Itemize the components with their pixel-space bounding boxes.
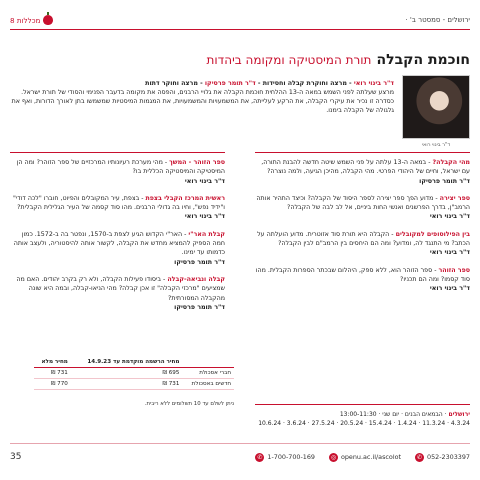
table-cell: 731 ₪ [34, 368, 71, 379]
price-note: ניתן לשלם עד 10 תשלומים ללא ריבית. [144, 401, 234, 407]
table-cell: חברי אסכולת [182, 368, 234, 379]
apple-logo-icon [43, 15, 53, 25]
schedule-dates: 10.6.24 · 3.6.24 · 27.5.24 · 20.5.24 · 15.4.24 · 1.4.24 · 11.3.24 · 4.3.24 [258, 420, 470, 427]
lectures-column-left [10, 158, 225, 320]
intro-body: מרצע שעלתה לפני השמש במאה ה-13 ההלחית חוכמת הקבלה את גלויי הרבנים, והפסה את מקומה בדעבר הפנימי והסודי של תורת ישראל. כסדרה זו נכיר את עיקרי הקבלה, את הרקע לעלייתה, את המשמעויות והמשמעויות, את המגמות המיסטיות שמשמשו בתן לאורך הדורות, ואף את גלגולה של הקבלה בימנו. [11, 89, 394, 114]
lecture-item [255, 194, 470, 222]
lecture-item [10, 194, 225, 222]
brand[interactable] [10, 15, 53, 25]
course-intro [10, 79, 394, 115]
lecture-lecturer: ד"ר בינוי רואי [429, 285, 470, 293]
lecture-desc: - ספר הזוהר הוא, ללא ספק, היהלום שבכתר הספרות הקבלית. מהו סוד קסמו? ומה הם תכניו? [255, 266, 470, 283]
lecture-lecturer: ד"ר בינוי רואי [184, 213, 225, 221]
title-main: חוכמת הקבלה [376, 52, 470, 68]
lecture-item [255, 158, 470, 186]
lecture-item [255, 230, 470, 258]
phone-contact-a[interactable] [255, 453, 315, 462]
lecture-item [255, 266, 470, 294]
phone-b-label: 052-2303397 [427, 453, 470, 461]
lecture-title: קבלה ונביאה-קבלה [167, 275, 225, 283]
lecture-title: מהי הקבלה? [432, 159, 470, 166]
footer-divider [10, 443, 470, 444]
header-divider [10, 29, 470, 30]
table-row [34, 368, 234, 379]
lecture-title: ספר יצירה [439, 194, 470, 202]
lecturer-a-role: - מרצה וחוקרת קבלה וחסידות - [255, 80, 354, 87]
lecture-item [10, 158, 225, 186]
table-cell: 770 ₪ [34, 379, 71, 390]
lecture-desc: - האר"י הקדוש הגיע לצפת ב-1570, ונפטר בה ב-1572. כמון חמה הספיק להמציא מחדש את הקבלה, לקשור אותה להיסטוריה, ולעצב אותה כדמותו עד ימינו. [13, 230, 225, 257]
price-table [34, 357, 234, 390]
table-cell: 731 ₪ [71, 379, 183, 390]
photo-caption: ד"ר בינוי רואי [421, 142, 451, 148]
header-bar [10, 12, 470, 28]
phone-icon: ✆ [257, 453, 263, 461]
table-row [34, 379, 234, 390]
table-cell: חדשים באסכולת [182, 379, 234, 390]
lecture-lecturer: ד"ר תומר פרסיקו [419, 177, 470, 185]
contact-list [255, 453, 470, 462]
footer [10, 450, 470, 464]
lecture-lecturer: ד"ר בינוי רואי [184, 177, 225, 185]
website-label: openu.ac.il/ascolot [340, 453, 402, 461]
schedule-details: · הבמאים הבנים · יום שני · 13:00-11:30 [339, 411, 449, 418]
lecture-lecturer: ד"ר בינוי רואי [429, 213, 470, 221]
price-header-row [34, 357, 234, 368]
section-divider-left [10, 152, 225, 153]
lecture-desc: - ביסודו פעילות הקבלה, ולא רק בקרב יהודים. האם מה שמציעים "מרכזי הקבלה" זו אכן קבלה? מהי הניאו-קבלה, ובמה היא שונה מהקבלה המסורתית? [16, 275, 225, 302]
section-divider-right [255, 152, 470, 153]
section-path [405, 16, 470, 24]
page-number: 35 [10, 452, 22, 462]
table-cell: 695 ₪ [71, 368, 183, 379]
schedule-header [255, 410, 470, 419]
lecture-title: ספר הזוהר [438, 266, 470, 274]
brand-label: 8 מכללות [10, 15, 41, 25]
lecture-lecturer: ד"ר תומר פרסיקו [174, 303, 225, 311]
phone-a-label: 1-700-700-169 [267, 453, 315, 461]
price-header-cell: מחיר מלא [34, 357, 71, 368]
lecture-title: ראשית המרכז הקבלי בצפת [145, 194, 225, 202]
page-title [10, 49, 470, 68]
lecture-item [10, 275, 225, 312]
website-link[interactable] [329, 453, 401, 462]
lecturer-b: ד"ר תומר פרסיקו [204, 80, 256, 87]
lecturer-a: ד"ר בינוי רואי [353, 80, 394, 87]
schedule-city: ירושלים [448, 411, 470, 418]
lecture-lecturer: ד"ר בינוי רואי [429, 249, 470, 257]
price-header-cell [182, 357, 234, 368]
lecture-lecturer: ד"ר תומר פרסיקו [174, 258, 225, 266]
lecture-desc: - מדוע הפך ספר יצירה לספר היסוד של הקבלה? וכיצד התהיר אותה הרמב"ן, בדרך הפרשנים ואנשי החות ביניים, אל לב לבה של הקבלה? [256, 194, 470, 212]
phone-contact-b[interactable] [415, 453, 470, 462]
lecture-desc: - הקבלה היא תורת סוד אזוטרית. מדוע הועלתה על הכתב? מי התנגד לה, ומדוע? ומה הם היחסים בין הרמב"ם לבין הקבלה? [257, 230, 470, 248]
lecture-desc: - מהי מערכת רעיונותיו המרכזיים של ספר הזוהר? ומה הן המיסטיקה והמיסטיקה הכללית בו? [16, 159, 225, 176]
lecture-title: ספר הזוהר - המשך [169, 159, 225, 166]
path-label: ירושלים - סמסטר ב' · [405, 16, 470, 24]
lecturer-b-role: - מרצה וחוקר דתות [145, 80, 205, 87]
lecture-desc: - בצפת, עיר המקובלים והפיוט, חוברו "לכה דודי" ו"ידיד נפש", וחיו בה גדולי הרבנים. מהו סוד קסמה של העיר הגלילית הקבלית? [12, 194, 225, 212]
lectures-column-right [255, 158, 470, 302]
price-header-cell: מחיר הרשמה מוקדמת עד 14.9.23 [71, 357, 183, 368]
whatsapp-icon: ✆ [417, 453, 423, 461]
lecture-desc: - במאה ה-13 עלתה על פני השמש שיטה חדשה להבנת התורה, עם ישראל, וחיים של היהודי הפרטי. מהי הקבלה, מהיכן הגיעה, ולמה נוצרה? [261, 159, 470, 176]
lecture-title: בין הפילוסופים למקובלים [395, 230, 470, 238]
intro-lecturers [10, 79, 394, 88]
schedule-block [255, 410, 470, 428]
lecture-item [10, 230, 225, 267]
schedule-divider [255, 404, 470, 405]
lecturer-photo [402, 75, 470, 139]
lecture-title: קבלת האר"י [188, 230, 225, 238]
title-sub: תורת המיסטיקה ומקומה ביהדות [206, 53, 372, 67]
globe-icon: ◎ [330, 453, 337, 461]
